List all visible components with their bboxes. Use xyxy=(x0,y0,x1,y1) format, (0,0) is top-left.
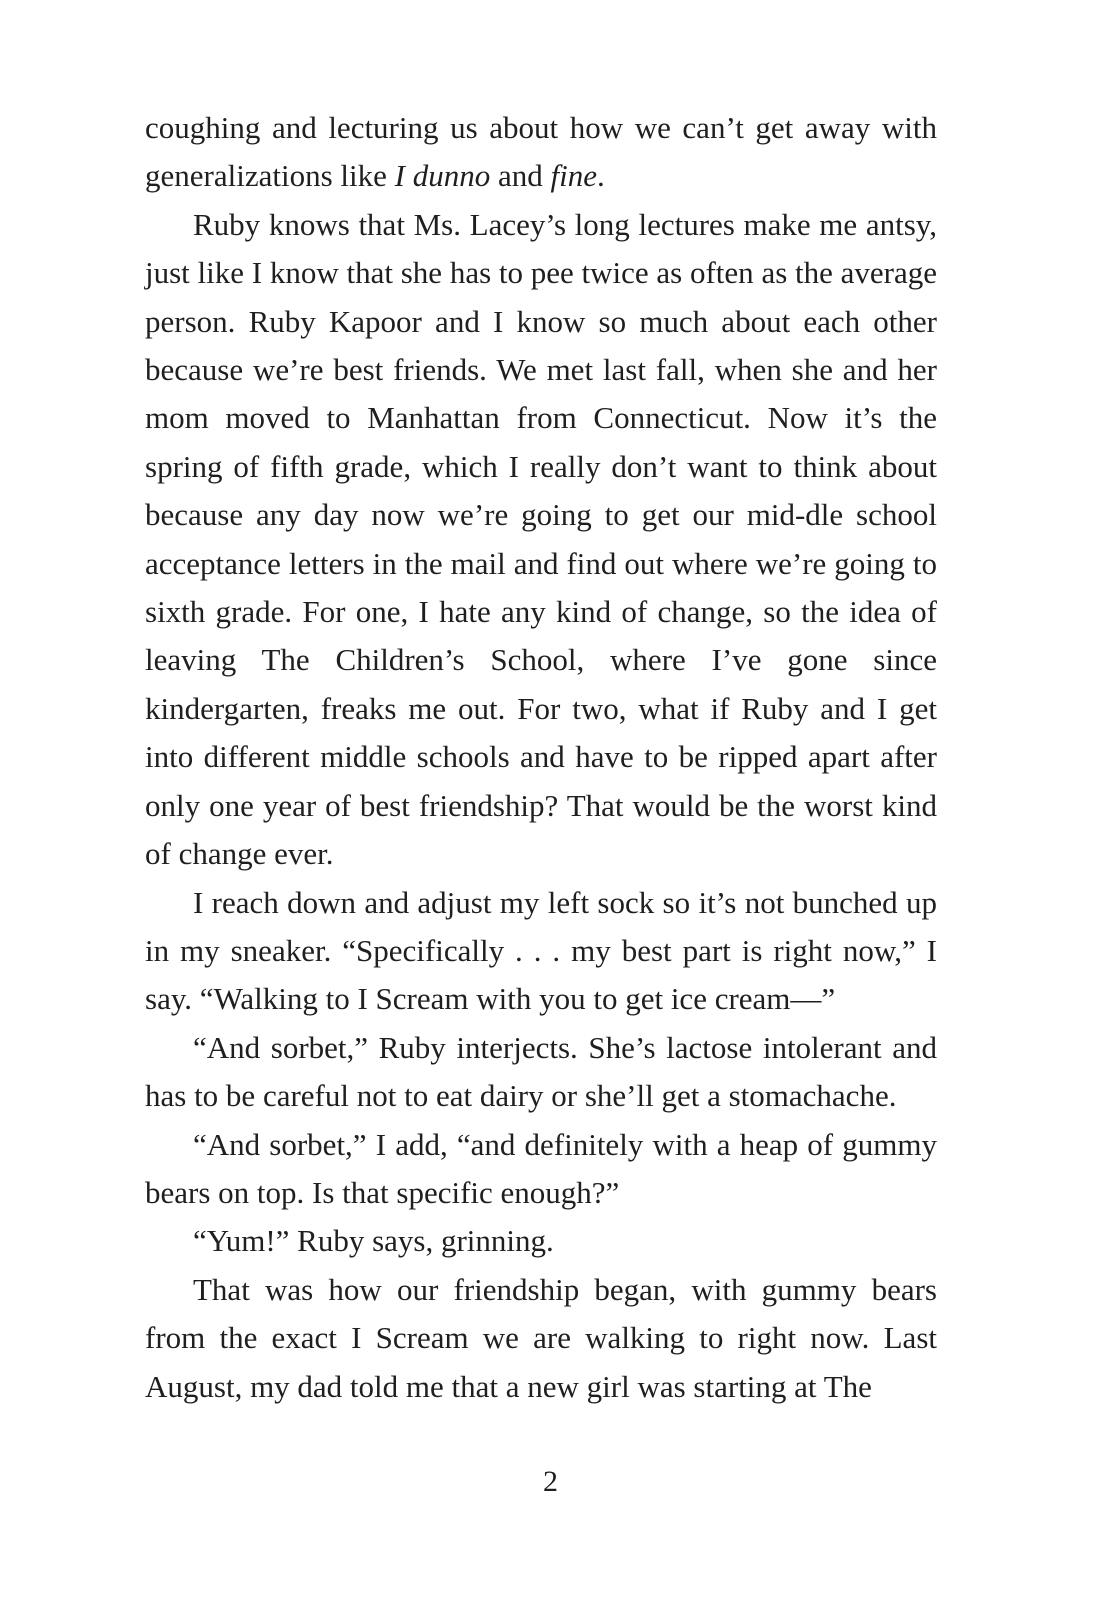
text-run: “And sorbet,” Ruby interjects. She’s lactose intolerant and has to be careful not to eat dairy or she’ll get a stomachache. xyxy=(145,1029,937,1114)
text-run: “Yum!” Ruby says, grinning. xyxy=(193,1223,554,1259)
italic-text-run: I dunno xyxy=(394,158,491,194)
text-run: . xyxy=(596,158,605,194)
text-run: That was how our friendship began, with gummy bears from the exact I Scream we are walking to right now. Last August, my dad told me that a new girl was starting at The xyxy=(145,1271,937,1404)
text-run: coughing and lecturing us about how we can’t get away with generalizations like xyxy=(145,110,937,194)
paragraph xyxy=(145,1024,937,1121)
page-number: 2 xyxy=(543,1465,558,1498)
paragraph xyxy=(145,201,937,879)
paragraph xyxy=(145,879,937,1024)
text-run: and xyxy=(490,158,551,194)
paragraph xyxy=(145,1266,937,1411)
body-text xyxy=(145,104,937,1411)
text-run: “And sorbet,” I add, “and definitely with a heap of gummy bears on top. Is that specific enough?” xyxy=(145,1126,937,1210)
text-run: Ruby knows that Ms. Lacey’s long lectures make me antsy, just like I know that she has to pee twice as often as the average person. Ruby Kapoor and I know so much about each other because we’re best friends. We met last fall, when she and her mom moved to Manhattan from Connecticut. Now it’s the spring of fifth grade, which I really don’t want to think about because any day now we’re going to get our mid-dle school acceptance letters in the mail and find out where we’re going to sixth grade. For one, I hate any kind of change, so the idea of leaving The Children’s School, where I’ve gone since kindergarten, freaks me out. For two, what if Ruby and I get into different middle schools and have to be ripped apart after only one year of best friendship? That would be the worst kind of change ever. xyxy=(145,206,937,872)
paragraph xyxy=(145,104,937,201)
text-run: I reach down and adjust my left sock so it’s not bunched up in my sneaker. “Specifically . . . my best part is right now,” I say. “Walking to I Scream with you to get ice cream—” xyxy=(145,884,937,1017)
paragraph xyxy=(145,1121,937,1218)
paragraph xyxy=(145,1217,937,1265)
italic-text-run: fine xyxy=(550,158,597,194)
